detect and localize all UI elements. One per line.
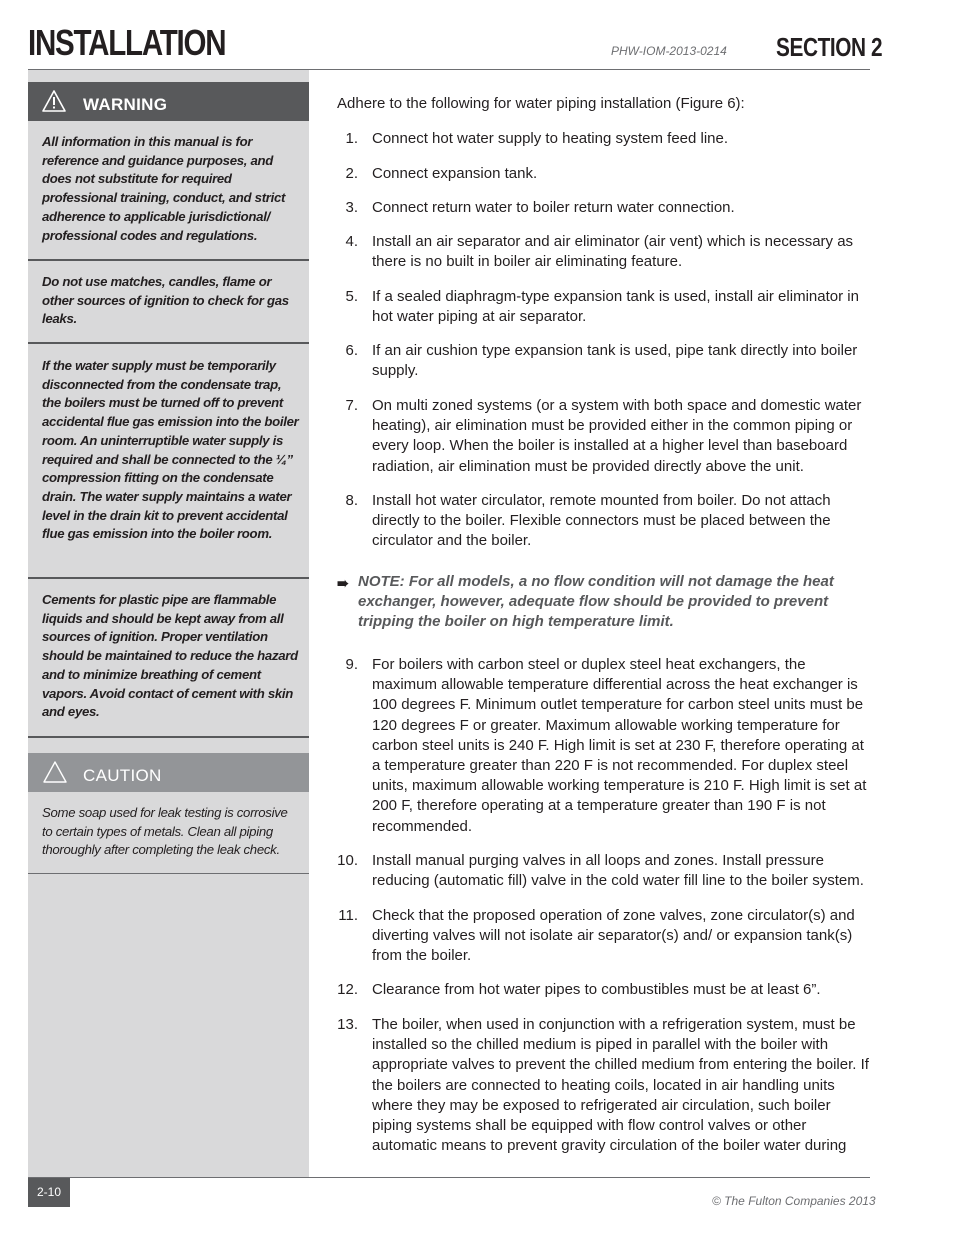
footer-rule (28, 1177, 870, 1178)
sidebar-divider (28, 342, 309, 344)
page-title: INSTALLATION (28, 22, 226, 63)
document-number: PHW-IOM-2013-0214 (611, 44, 727, 58)
arrow-pointer-icon: ➠ (337, 575, 349, 591)
warning-condensate-bold: If the water supply must be temporarily disconnected from the condensate trap, the boilers must be turned off to prevent accidental flue gas emission into the boiler room. (42, 358, 299, 448)
list-item-text: Install hot water circulator, remote mounted from boiler. Do not attach directly to the boiler. Flexible connectors must be placed between the circulator and the boiler. (372, 492, 831, 550)
list-item-number: 11. (338, 907, 358, 924)
intro-paragraph: Adhere to the following for water piping installation (Figure 6): (337, 95, 745, 112)
list-item-text: Connect hot water supply to heating system feed line. (372, 130, 729, 147)
list-item-number: 9. (345, 656, 358, 673)
list-item-text: Clearance from hot water pipes to combustibles must be at least 6”. (372, 981, 821, 998)
list-item-number: 10. (337, 852, 358, 869)
copyright-notice: © The Fulton Companies 2013 (712, 1194, 876, 1208)
list-item-text: Install an air separator and air eliminator (air vent) which is necessary as there is no built in boiler air eliminating feature. (372, 233, 854, 271)
warning-text-cements: Cements for plastic pipe are flammable liquids and should be kept away from all sources of ignition. Proper ventilation should be maintained to reduce the hazard and to minimize breathing of cement vapors. Avoid contact of cement with skin and eyes. (42, 592, 298, 720)
list-item-number: 1. (345, 130, 358, 147)
list-item-text: Check that the proposed operation of zone valves, zone circulator(s) and diverting valves will not isolate air separator(s) and/ or expansion tank(s) from the boiler. (372, 907, 855, 965)
warning-triangle-icon (41, 89, 67, 113)
list-item-number: 12. (337, 981, 358, 998)
warning-label: WARNING (83, 95, 168, 114)
list-item-number: 8. (345, 492, 358, 509)
sidebar-divider (28, 736, 309, 738)
caution-label: CAUTION (83, 766, 162, 785)
list-item-text: Connect expansion tank. (372, 165, 538, 182)
sidebar-divider (28, 259, 309, 261)
list-item-text: Connect return water to boiler return water connection. (372, 199, 735, 216)
section-label: SECTION 2 (776, 32, 883, 62)
caution-header (28, 753, 309, 792)
warning-header (28, 82, 309, 121)
list-item-number: 7. (345, 397, 358, 414)
warning-text-reference: All information in this manual is for reference and guidance purposes, and does not substitute for required professional training, conduct, and strict adherence to applicable jurisdictional/ professional codes and regulations. (42, 134, 286, 243)
list-item-number: 6. (345, 342, 358, 359)
sidebar-divider (28, 873, 309, 874)
warning-text-condensate (42, 357, 300, 544)
list-item-number: 5. (345, 288, 358, 305)
warning-condensate-rest: An uninterruptible water supply is required and shall be connected to the ¼” compression fitting on the condensate drain. The water supply maintains a water level in the drain kit to prevent accidental flue gas emission into the boiler room. (42, 432, 293, 542)
list-item-number: 4. (345, 233, 358, 250)
note-text: NOTE: For all models, a no flow condition will not damage the heat exchanger, however, adequate flow should be provided to prevent tripping the boiler on high temperature limit. (358, 573, 834, 631)
list-item-text: On multi zoned systems (or a system with both space and domestic water heating), air elimination must be provided either in the common piping or every loop. When the boiler is installed at a higher level than baseboard radiation, air elimination must be provided directly above the unit. (372, 397, 862, 475)
list-item-text: If an air cushion type expansion tank is used, pipe tank directly into boiler supply. (372, 342, 858, 380)
list-item-text: The boiler, when used in conjunction with a refrigeration system, must be installed so the chilled medium is piped in parallel with the boiler with appropriate valves to prevent the chilled medium from entering the boiler. If the boilers are connected to heating coils, located in air handling units where they may be exposed to refrigerated air circulation, such boiler piping systems shall be equipped with flow control valves or other automatic means to prevent gravity circulation of the boiler water during (372, 1016, 869, 1155)
list-item-number: 2. (345, 165, 358, 182)
list-item-text: Install manual purging valves in all loops and zones. Install pressure reducing (automatic fill) valve in the cold water fill line to the boiler system. (372, 852, 864, 890)
list-item-number: 13. (337, 1016, 358, 1033)
list-item-text: For boilers with carbon steel or duplex steel heat exchangers, the maximum allowable temperature differential across the heat exchanger is 100 degrees F. Minimum outlet temperature for carbon steel units must be 120 degrees F or greater. Maximum allowable working temperature for carbon steel units is 240 F. High limit is set at 230 F, therefore operating at a temperature greater than 220 F is not recommended. For duplex steel units, maximum allowable working temperature is 210 F. High limit is set at 200 F, therefore operating at a temperature greater than 190 F is not recommended. (372, 656, 867, 835)
sidebar-divider (28, 577, 309, 579)
list-item-text: If a sealed diaphragm-type expansion tank is used, install air eliminator in hot water piping at air separator. (372, 288, 859, 326)
list-item-number: 3. (345, 199, 358, 216)
caution-text: Some soap used for leak testing is corrosive to certain types of metals. Clean all piping thoroughly after completing the leak check. (42, 805, 288, 858)
caution-triangle-icon (42, 760, 68, 784)
page-number: 2-10 (28, 1178, 70, 1207)
warning-text-ignition: Do not use matches, candles, flame or other sources of ignition to check for gas leaks. (42, 274, 289, 327)
